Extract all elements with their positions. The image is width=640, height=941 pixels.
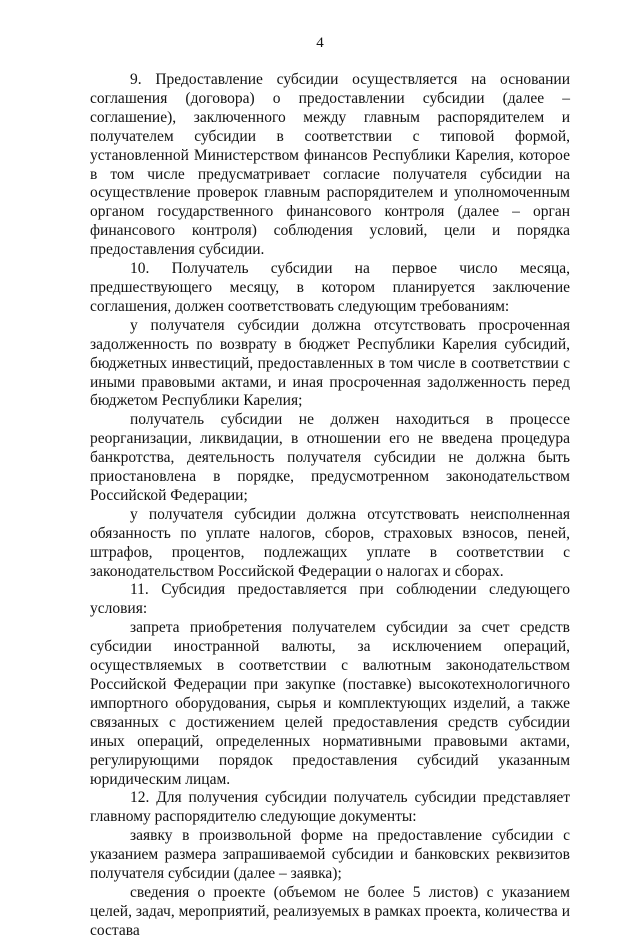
document-application: заявку в произвольной форме на предоставление субсидии с указанием размера запрашиваемой субсидии и банковских реквизитов получателя субсидии (далее – заявка); — [90, 827, 570, 883]
requirement-no-tax-arrears: у получателя субсидии должна отсутствовать неисполненная обязанность по уплате налогов, сборов, страховых взносов, пеней, штрафов, процентов, подлежащих уплате в соответствии с законодательством Российской Федерации о налогах и сборах. — [90, 505, 570, 580]
requirement-no-reorganization: получатель субсидии не должен находиться в процессе реорганизации, ликвидации, в отношении его не введена процедура банкротства, деятельность получателя субсидии не должна быть приостановлена в порядке, предусмотренном законодательством Российской Федерации; — [90, 411, 570, 504]
condition-currency-ban: запрета приобретения получателем субсидии за счет средств субсидии иностранной валюты, за исключением операций, осуществляемых в соответствии с валютным законодательством Российской Федерации при закупке (поставке) высокотехнологичного импортного оборудования, сырья и комплектующих изделий, а также связанных с достижением целей предоставления средств субсидии иных операций, определенных нормативными правовыми актами, регулирующими порядок предоставления субсидий указанным юридическим лицам. — [90, 619, 570, 788]
paragraph-9: 9. Предоставление субсидии осуществляется на основании соглашения (договора) о предоставлении субсидии (далее – соглашение), заключенного между главным распорядителем и получателем субсидии в соответствии с типовой формой, установленной Министерством финансов Республики Карелия, которое в том числе предусматривает согласие получателя субсидии на осуществление проверок главным распорядителем и уполномоченным органом государственного финансового контроля (далее – орган финансового контроля) соблюдения условий, цели и порядка предоставления субсидии. — [90, 71, 570, 259]
requirement-no-debt: у получателя субсидии должна отсутствовать просроченная задолженность по возврату в бюджет Республики Карелия субсидий, бюджетных инвестиций, предоставленных в том числе в соответствии с иными правовыми актами, и иная просроченная задолженность перед бюджетом Республики Карелия; — [90, 316, 570, 410]
paragraph-10: 10. Получатель субсидии на первое число месяца, предшествующего месяцу, в котором планируется заключение соглашения, должен соответствовать следующим требованиям: — [90, 260, 570, 315]
page-number: 4 — [316, 35, 324, 51]
paragraph-11: 11. Субсидия предоставляется при соблюдении следующего условия: — [90, 581, 570, 618]
document-body — [90, 71, 570, 941]
document-project-info: сведения о проекте (объемом не более 5 листов) с указанием целей, задач, мероприятий, реализуемых в рамках проекта, количества и состава — [90, 883, 570, 939]
paragraph-12: 12. Для получения субсидии получатель субсидии представляет главному распорядителю следующие документы: — [90, 789, 570, 826]
